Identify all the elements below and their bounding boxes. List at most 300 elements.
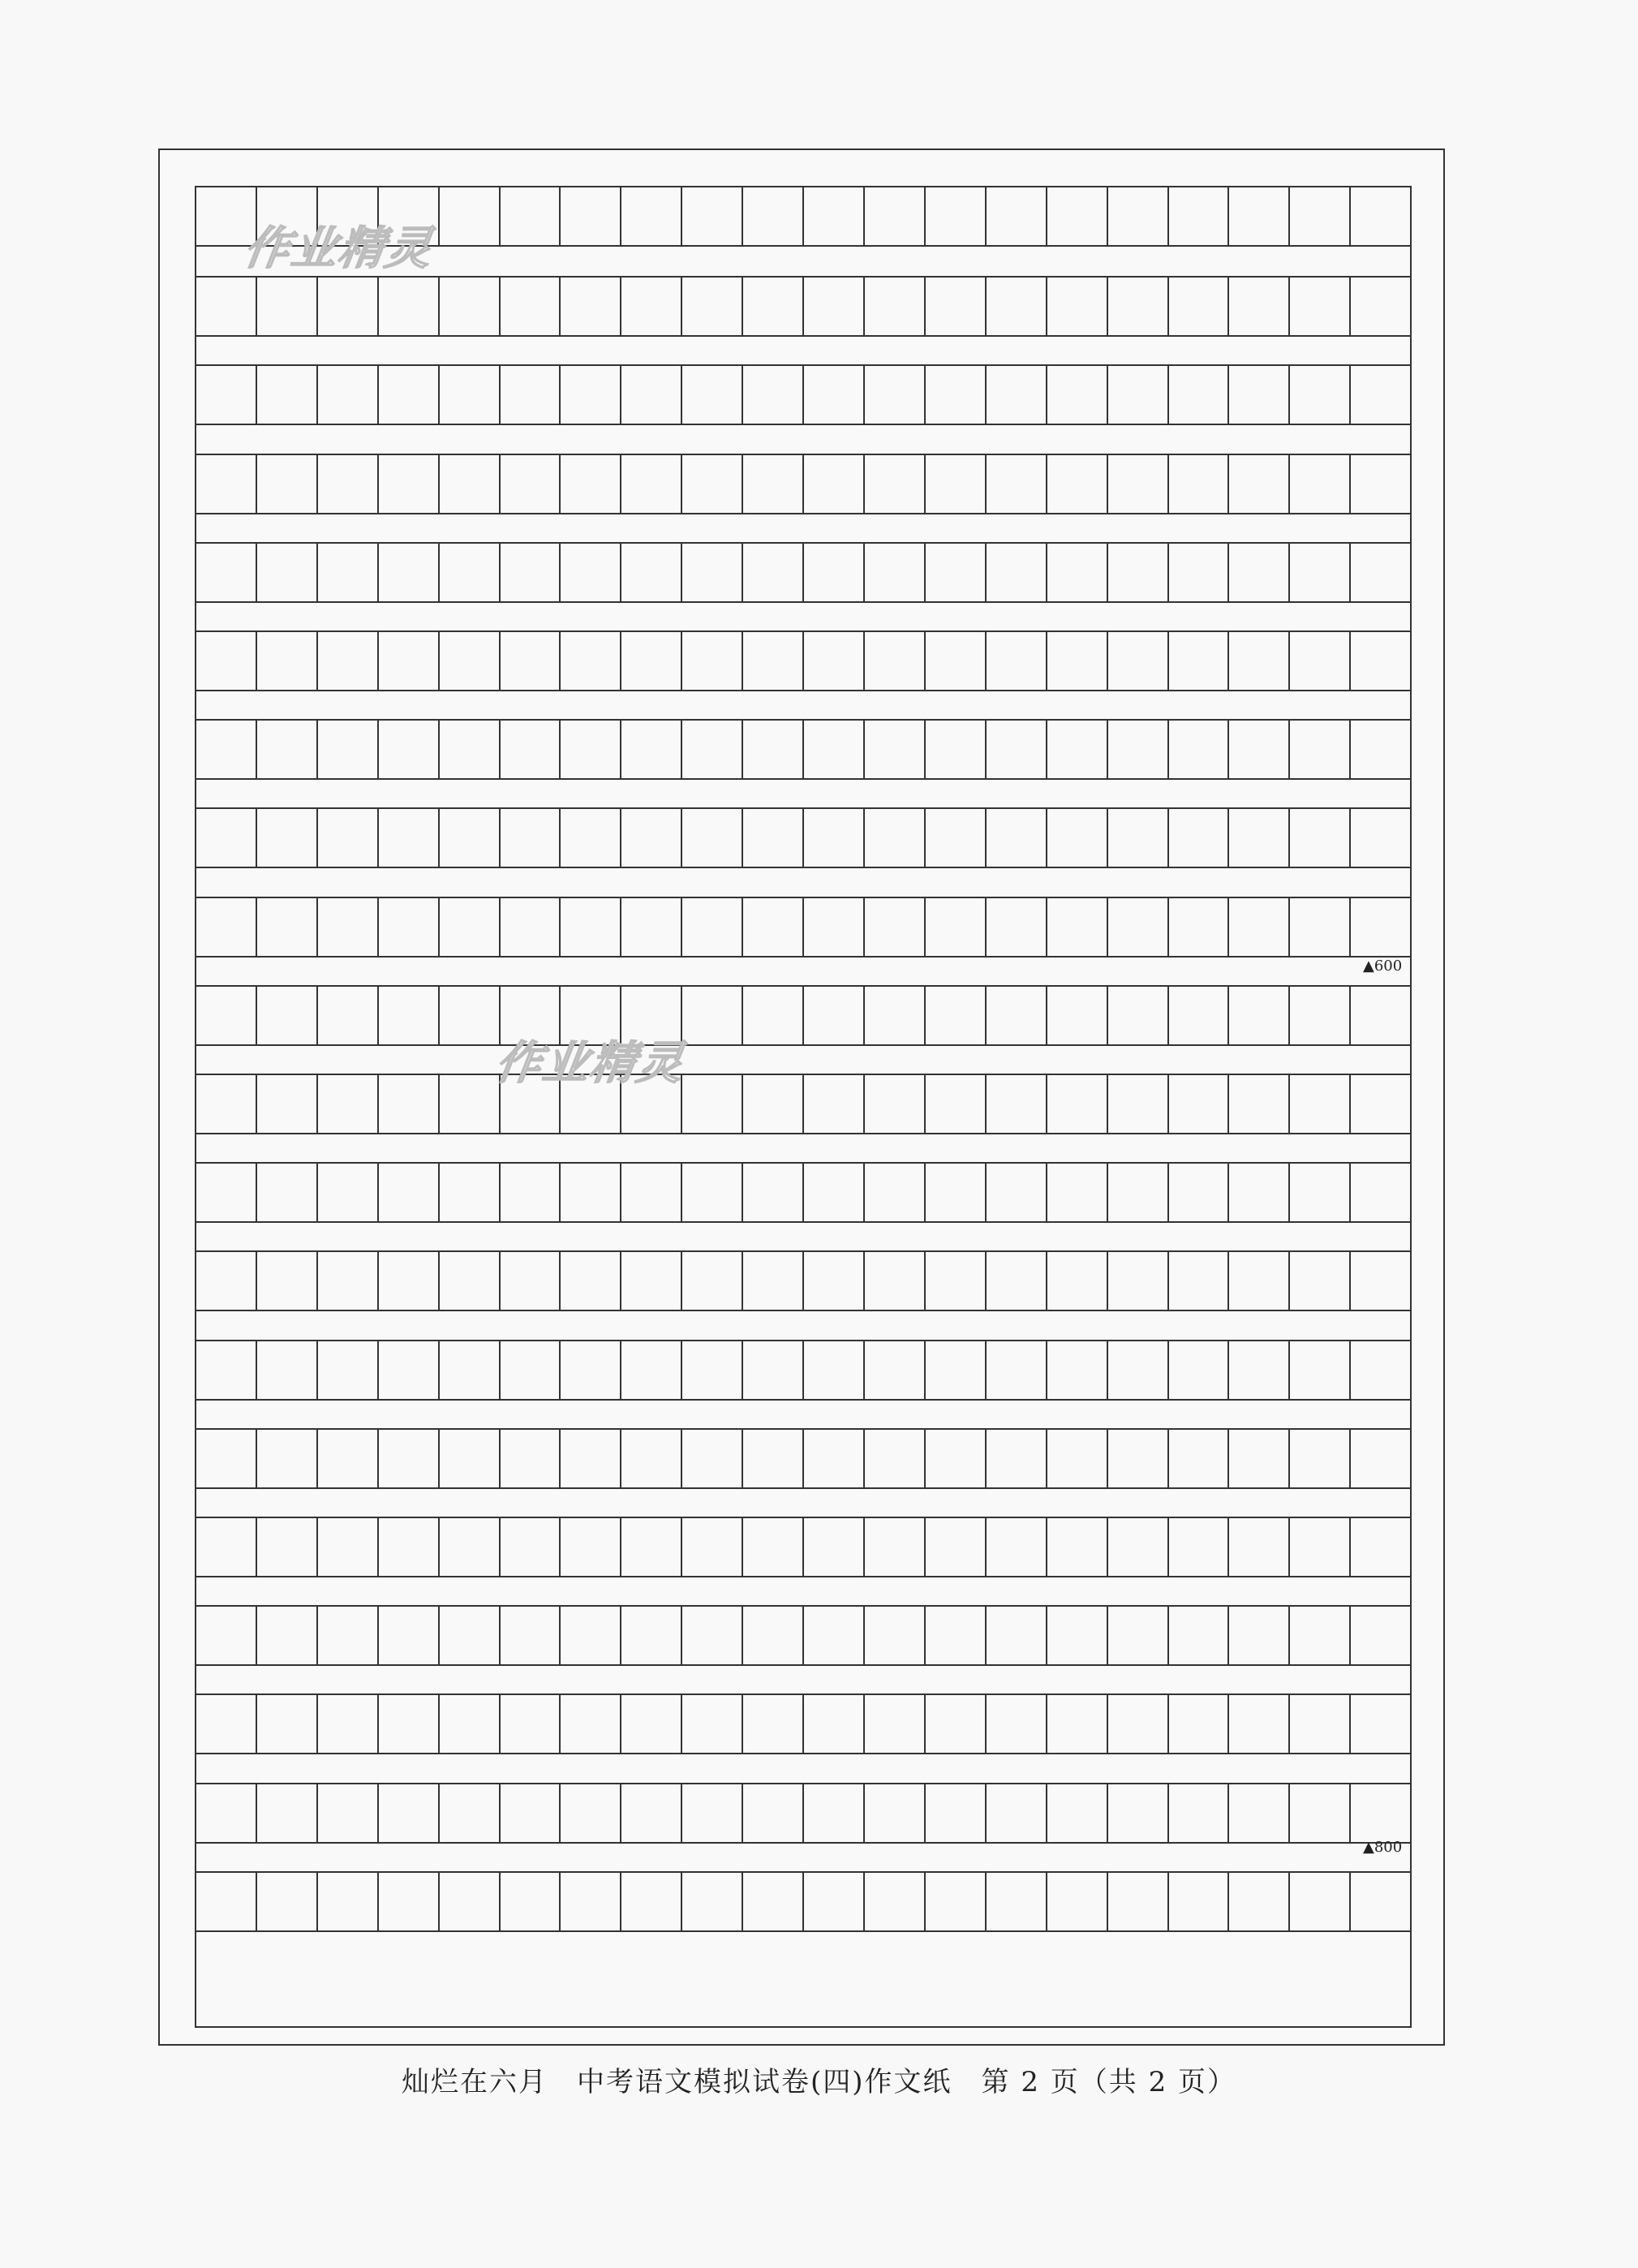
grid-cell[interactable] <box>196 455 257 513</box>
grid-cell[interactable] <box>1229 987 1290 1044</box>
grid-cell[interactable] <box>501 721 561 778</box>
grid-cell[interactable] <box>379 987 440 1044</box>
grid-cell[interactable] <box>1169 1252 1230 1310</box>
grid-cell[interactable] <box>196 1607 257 1664</box>
grid-cell[interactable] <box>804 721 865 778</box>
grid-cell[interactable] <box>1351 1695 1410 1753</box>
grid-cell[interactable] <box>257 1252 318 1310</box>
grid-cell[interactable] <box>804 187 865 245</box>
grid-cell[interactable] <box>318 1784 379 1842</box>
grid-cell[interactable] <box>987 455 1047 513</box>
grid-cell[interactable] <box>1169 987 1230 1044</box>
grid-cell[interactable] <box>682 1607 743 1664</box>
grid-cell[interactable] <box>926 544 987 601</box>
grid-cell[interactable] <box>501 544 561 601</box>
grid-cell[interactable] <box>379 1341 440 1399</box>
grid-cell[interactable] <box>1169 1607 1230 1664</box>
grid-cell[interactable] <box>621 1695 682 1753</box>
grid-cell[interactable] <box>257 721 318 778</box>
grid-cell[interactable] <box>1108 366 1169 424</box>
grid-cell[interactable] <box>865 1518 926 1576</box>
grid-cell[interactable] <box>865 366 926 424</box>
grid-cell[interactable] <box>1229 1784 1290 1842</box>
grid-cell[interactable] <box>682 987 743 1044</box>
grid-cell[interactable] <box>379 455 440 513</box>
grid-cell[interactable] <box>1351 1075 1410 1133</box>
grid-cell[interactable] <box>379 187 440 245</box>
grid-cell[interactable] <box>561 1341 621 1399</box>
grid-cell[interactable] <box>561 1430 621 1487</box>
grid-cell[interactable] <box>1169 187 1230 245</box>
grid-cell[interactable] <box>318 1252 379 1310</box>
grid-cell[interactable] <box>987 544 1047 601</box>
grid-cell[interactable] <box>379 278 440 335</box>
grid-cell[interactable] <box>621 1075 682 1133</box>
grid-cell[interactable] <box>682 366 743 424</box>
grid-cell[interactable] <box>440 1252 501 1310</box>
grid-cell[interactable] <box>1108 455 1169 513</box>
grid-cell[interactable] <box>1169 632 1230 690</box>
grid-cell[interactable] <box>621 1518 682 1576</box>
grid-cell[interactable] <box>743 455 804 513</box>
grid-cell[interactable] <box>1108 1518 1169 1576</box>
grid-cell[interactable] <box>804 366 865 424</box>
grid-cell[interactable] <box>257 366 318 424</box>
grid-cell[interactable] <box>926 632 987 690</box>
grid-cell[interactable] <box>926 1873 987 1930</box>
grid-cell[interactable] <box>743 1784 804 1842</box>
grid-cell[interactable] <box>1229 278 1290 335</box>
grid-cell[interactable] <box>804 1607 865 1664</box>
grid-cell[interactable] <box>561 366 621 424</box>
grid-cell[interactable] <box>1047 455 1108 513</box>
grid-cell[interactable] <box>440 187 501 245</box>
grid-cell[interactable] <box>865 544 926 601</box>
grid-cell[interactable] <box>682 632 743 690</box>
grid-cell[interactable] <box>1047 1430 1108 1487</box>
grid-cell[interactable] <box>987 1075 1047 1133</box>
grid-cell[interactable] <box>682 1341 743 1399</box>
grid-cell[interactable] <box>257 1695 318 1753</box>
grid-cell[interactable] <box>1229 632 1290 690</box>
grid-cell[interactable] <box>196 1695 257 1753</box>
grid-cell[interactable] <box>743 1607 804 1664</box>
grid-cell[interactable] <box>743 1164 804 1221</box>
grid-cell[interactable] <box>501 1341 561 1399</box>
grid-cell[interactable] <box>621 987 682 1044</box>
grid-cell[interactable] <box>682 721 743 778</box>
grid-cell[interactable] <box>501 1518 561 1576</box>
grid-cell[interactable] <box>1169 1075 1230 1133</box>
grid-cell[interactable] <box>865 1075 926 1133</box>
grid-cell[interactable] <box>1047 1164 1108 1221</box>
grid-cell[interactable] <box>621 1607 682 1664</box>
grid-cell[interactable] <box>501 809 561 867</box>
grid-cell[interactable] <box>1169 1341 1230 1399</box>
grid-cell[interactable] <box>440 544 501 601</box>
grid-cell[interactable] <box>926 278 987 335</box>
grid-cell[interactable] <box>318 366 379 424</box>
grid-cell[interactable] <box>987 721 1047 778</box>
grid-cell[interactable] <box>501 455 561 513</box>
grid-cell[interactable] <box>865 1430 926 1487</box>
grid-cell[interactable] <box>865 1873 926 1930</box>
grid-cell[interactable] <box>682 187 743 245</box>
grid-cell[interactable] <box>865 455 926 513</box>
grid-cell[interactable] <box>987 1695 1047 1753</box>
grid-cell[interactable] <box>318 898 379 956</box>
grid-cell[interactable] <box>1108 1430 1169 1487</box>
grid-cell[interactable] <box>804 987 865 1044</box>
grid-cell[interactable] <box>1290 1607 1351 1664</box>
grid-cell[interactable] <box>682 898 743 956</box>
grid-cell[interactable] <box>1047 544 1108 601</box>
grid-cell[interactable] <box>1229 1252 1290 1310</box>
grid-cell[interactable] <box>682 1430 743 1487</box>
grid-cell[interactable] <box>440 1341 501 1399</box>
grid-cell[interactable] <box>196 187 257 245</box>
grid-cell[interactable] <box>440 1430 501 1487</box>
grid-cell[interactable] <box>501 987 561 1044</box>
grid-cell[interactable] <box>318 1075 379 1133</box>
grid-cell[interactable] <box>196 1341 257 1399</box>
grid-cell[interactable] <box>1047 898 1108 956</box>
grid-cell[interactable] <box>926 1252 987 1310</box>
grid-cell[interactable] <box>318 544 379 601</box>
grid-cell[interactable] <box>682 455 743 513</box>
grid-cell[interactable] <box>1169 544 1230 601</box>
grid-cell[interactable] <box>318 1607 379 1664</box>
grid-cell[interactable] <box>1047 809 1108 867</box>
grid-cell[interactable] <box>318 187 379 245</box>
grid-cell[interactable] <box>561 898 621 956</box>
grid-cell[interactable] <box>379 1164 440 1221</box>
grid-cell[interactable] <box>987 278 1047 335</box>
grid-cell[interactable] <box>561 1784 621 1842</box>
grid-cell[interactable] <box>987 987 1047 1044</box>
grid-cell[interactable] <box>1108 809 1169 867</box>
grid-cell[interactable] <box>804 898 865 956</box>
grid-cell[interactable] <box>196 898 257 956</box>
grid-cell[interactable] <box>561 1607 621 1664</box>
grid-cell[interactable] <box>318 1873 379 1930</box>
grid-cell[interactable] <box>379 1430 440 1487</box>
grid-cell[interactable] <box>621 544 682 601</box>
grid-cell[interactable] <box>743 1075 804 1133</box>
grid-cell[interactable] <box>926 1695 987 1753</box>
grid-cell[interactable] <box>804 1075 865 1133</box>
grid-cell[interactable] <box>196 987 257 1044</box>
grid-cell[interactable] <box>501 366 561 424</box>
grid-cell[interactable] <box>743 1252 804 1310</box>
grid-cell[interactable] <box>1108 1695 1169 1753</box>
grid-cell[interactable] <box>379 1784 440 1842</box>
grid-cell[interactable] <box>1108 721 1169 778</box>
grid-cell[interactable] <box>501 632 561 690</box>
grid-cell[interactable] <box>1108 1075 1169 1133</box>
grid-cell[interactable] <box>804 1873 865 1930</box>
grid-cell[interactable] <box>561 1164 621 1221</box>
grid-cell[interactable] <box>1229 1607 1290 1664</box>
grid-cell[interactable] <box>318 1430 379 1487</box>
grid-cell[interactable] <box>318 1164 379 1221</box>
grid-cell[interactable] <box>440 366 501 424</box>
grid-cell[interactable] <box>1169 1695 1230 1753</box>
grid-cell[interactable] <box>804 632 865 690</box>
grid-cell[interactable] <box>1169 1430 1230 1487</box>
grid-cell[interactable] <box>1047 987 1108 1044</box>
grid-cell[interactable] <box>318 1695 379 1753</box>
grid-cell[interactable] <box>379 898 440 956</box>
grid-cell[interactable] <box>1047 1518 1108 1576</box>
grid-cell[interactable] <box>1229 1341 1290 1399</box>
grid-cell[interactable] <box>743 809 804 867</box>
grid-cell[interactable] <box>257 187 318 245</box>
grid-cell[interactable] <box>501 1695 561 1753</box>
grid-cell[interactable] <box>1229 455 1290 513</box>
grid-cell[interactable] <box>926 1430 987 1487</box>
grid-cell[interactable] <box>318 455 379 513</box>
grid-cell[interactable] <box>865 187 926 245</box>
grid-cell[interactable] <box>987 898 1047 956</box>
grid-cell[interactable] <box>926 187 987 245</box>
grid-cell[interactable] <box>1047 1784 1108 1842</box>
grid-cell[interactable] <box>379 632 440 690</box>
grid-cell[interactable] <box>196 721 257 778</box>
grid-cell[interactable] <box>561 1075 621 1133</box>
grid-cell[interactable] <box>1108 632 1169 690</box>
grid-cell[interactable] <box>743 1873 804 1930</box>
grid-cell[interactable] <box>440 898 501 956</box>
grid-cell[interactable] <box>561 455 621 513</box>
grid-cell[interactable] <box>1351 632 1410 690</box>
grid-cell[interactable] <box>318 278 379 335</box>
grid-cell[interactable] <box>1047 1873 1108 1930</box>
grid-cell[interactable] <box>1290 1341 1351 1399</box>
grid-cell[interactable] <box>1108 987 1169 1044</box>
grid-cell[interactable] <box>865 1695 926 1753</box>
grid-cell[interactable] <box>440 632 501 690</box>
grid-cell[interactable] <box>1108 898 1169 956</box>
grid-cell[interactable] <box>561 544 621 601</box>
grid-cell[interactable] <box>1351 987 1410 1044</box>
grid-cell[interactable] <box>1290 1252 1351 1310</box>
grid-cell[interactable] <box>1169 1784 1230 1842</box>
grid-cell[interactable] <box>1290 632 1351 690</box>
grid-cell[interactable] <box>621 455 682 513</box>
grid-cell[interactable] <box>804 1695 865 1753</box>
grid-cell[interactable] <box>1229 1873 1290 1930</box>
grid-cell[interactable] <box>440 455 501 513</box>
grid-cell[interactable] <box>1169 1873 1230 1930</box>
grid-cell[interactable] <box>440 721 501 778</box>
grid-cell[interactable] <box>1229 366 1290 424</box>
grid-cell[interactable] <box>987 632 1047 690</box>
grid-cell[interactable] <box>318 1341 379 1399</box>
grid-cell[interactable] <box>1351 1252 1410 1310</box>
grid-cell[interactable] <box>865 1341 926 1399</box>
grid-cell[interactable] <box>804 1784 865 1842</box>
grid-cell[interactable] <box>257 1784 318 1842</box>
grid-cell[interactable] <box>318 987 379 1044</box>
grid-cell[interactable] <box>865 632 926 690</box>
grid-cell[interactable] <box>1290 1784 1351 1842</box>
grid-cell[interactable] <box>561 809 621 867</box>
grid-cell[interactable] <box>1351 278 1410 335</box>
grid-cell[interactable] <box>926 1075 987 1133</box>
grid-cell[interactable] <box>682 1873 743 1930</box>
grid-cell[interactable] <box>1169 809 1230 867</box>
grid-cell[interactable] <box>1290 455 1351 513</box>
grid-cell[interactable] <box>379 721 440 778</box>
grid-cell[interactable] <box>1290 1430 1351 1487</box>
grid-cell[interactable] <box>561 721 621 778</box>
grid-cell[interactable] <box>1108 1607 1169 1664</box>
grid-cell[interactable] <box>1351 1784 1410 1842</box>
grid-cell[interactable] <box>1351 544 1410 601</box>
grid-cell[interactable] <box>621 1430 682 1487</box>
grid-cell[interactable] <box>501 1784 561 1842</box>
grid-cell[interactable] <box>682 1784 743 1842</box>
grid-cell[interactable] <box>501 278 561 335</box>
grid-cell[interactable] <box>1351 366 1410 424</box>
grid-cell[interactable] <box>1290 1695 1351 1753</box>
grid-cell[interactable] <box>682 1164 743 1221</box>
grid-cell[interactable] <box>987 809 1047 867</box>
grid-cell[interactable] <box>1047 187 1108 245</box>
grid-cell[interactable] <box>1047 1252 1108 1310</box>
grid-cell[interactable] <box>1108 1873 1169 1930</box>
grid-cell[interactable] <box>804 278 865 335</box>
grid-cell[interactable] <box>501 1873 561 1930</box>
grid-cell[interactable] <box>501 1075 561 1133</box>
grid-cell[interactable] <box>1351 1873 1410 1930</box>
grid-cell[interactable] <box>1169 278 1230 335</box>
grid-cell[interactable] <box>257 1341 318 1399</box>
grid-cell[interactable] <box>1229 1695 1290 1753</box>
grid-cell[interactable] <box>1229 1164 1290 1221</box>
grid-cell[interactable] <box>440 1075 501 1133</box>
grid-cell[interactable] <box>379 1695 440 1753</box>
grid-cell[interactable] <box>1047 278 1108 335</box>
grid-cell[interactable] <box>440 1518 501 1576</box>
grid-cell[interactable] <box>987 1430 1047 1487</box>
grid-cell[interactable] <box>1169 1164 1230 1221</box>
grid-cell[interactable] <box>987 1252 1047 1310</box>
grid-cell[interactable] <box>1169 366 1230 424</box>
grid-cell[interactable] <box>1290 187 1351 245</box>
grid-cell[interactable] <box>743 987 804 1044</box>
grid-cell[interactable] <box>926 1518 987 1576</box>
grid-cell[interactable] <box>257 632 318 690</box>
grid-cell[interactable] <box>257 1164 318 1221</box>
grid-cell[interactable] <box>1229 1075 1290 1133</box>
grid-cell[interactable] <box>561 987 621 1044</box>
grid-cell[interactable] <box>1047 721 1108 778</box>
grid-cell[interactable] <box>501 1430 561 1487</box>
grid-cell[interactable] <box>926 898 987 956</box>
grid-cell[interactable] <box>621 1784 682 1842</box>
grid-cell[interactable] <box>379 1607 440 1664</box>
grid-cell[interactable] <box>501 898 561 956</box>
grid-cell[interactable] <box>379 366 440 424</box>
grid-cell[interactable] <box>926 721 987 778</box>
grid-cell[interactable] <box>621 1164 682 1221</box>
grid-cell[interactable] <box>804 544 865 601</box>
grid-cell[interactable] <box>440 987 501 1044</box>
grid-cell[interactable] <box>987 187 1047 245</box>
grid-cell[interactable] <box>1290 278 1351 335</box>
grid-cell[interactable] <box>865 721 926 778</box>
grid-cell[interactable] <box>865 1164 926 1221</box>
grid-cell[interactable] <box>804 1341 865 1399</box>
grid-cell[interactable] <box>1290 366 1351 424</box>
grid-cell[interactable] <box>1108 1252 1169 1310</box>
grid-cell[interactable] <box>682 1252 743 1310</box>
grid-cell[interactable] <box>621 187 682 245</box>
grid-cell[interactable] <box>318 1518 379 1576</box>
grid-cell[interactable] <box>926 1164 987 1221</box>
grid-cell[interactable] <box>561 278 621 335</box>
grid-cell[interactable] <box>621 721 682 778</box>
grid-cell[interactable] <box>987 1784 1047 1842</box>
grid-cell[interactable] <box>1351 187 1410 245</box>
grid-cell[interactable] <box>743 1518 804 1576</box>
grid-cell[interactable] <box>257 1873 318 1930</box>
grid-cell[interactable] <box>1229 898 1290 956</box>
grid-cell[interactable] <box>1229 721 1290 778</box>
grid-cell[interactable] <box>682 1518 743 1576</box>
grid-cell[interactable] <box>621 1341 682 1399</box>
grid-cell[interactable] <box>257 278 318 335</box>
grid-cell[interactable] <box>865 898 926 956</box>
grid-cell[interactable] <box>1169 721 1230 778</box>
grid-cell[interactable] <box>804 1164 865 1221</box>
grid-cell[interactable] <box>865 1784 926 1842</box>
grid-cell[interactable] <box>1047 1607 1108 1664</box>
grid-cell[interactable] <box>1290 1164 1351 1221</box>
grid-cell[interactable] <box>865 987 926 1044</box>
grid-cell[interactable] <box>561 1873 621 1930</box>
grid-cell[interactable] <box>1290 898 1351 956</box>
grid-cell[interactable] <box>1290 1075 1351 1133</box>
grid-cell[interactable] <box>743 187 804 245</box>
grid-cell[interactable] <box>1108 544 1169 601</box>
grid-cell[interactable] <box>621 809 682 867</box>
grid-cell[interactable] <box>682 544 743 601</box>
grid-cell[interactable] <box>1351 1607 1410 1664</box>
grid-cell[interactable] <box>318 721 379 778</box>
grid-cell[interactable] <box>1229 544 1290 601</box>
grid-cell[interactable] <box>682 809 743 867</box>
grid-cell[interactable] <box>1290 721 1351 778</box>
grid-cell[interactable] <box>196 278 257 335</box>
grid-cell[interactable] <box>987 1873 1047 1930</box>
grid-cell[interactable] <box>926 455 987 513</box>
grid-cell[interactable] <box>196 632 257 690</box>
grid-cell[interactable] <box>926 366 987 424</box>
grid-cell[interactable] <box>743 544 804 601</box>
grid-cell[interactable] <box>561 632 621 690</box>
grid-cell[interactable] <box>379 1075 440 1133</box>
grid-cell[interactable] <box>1351 1430 1410 1487</box>
grid-cell[interactable] <box>987 1164 1047 1221</box>
grid-cell[interactable] <box>682 1075 743 1133</box>
grid-cell[interactable] <box>318 809 379 867</box>
grid-cell[interactable] <box>257 987 318 1044</box>
grid-cell[interactable] <box>804 1252 865 1310</box>
grid-cell[interactable] <box>1290 1873 1351 1930</box>
